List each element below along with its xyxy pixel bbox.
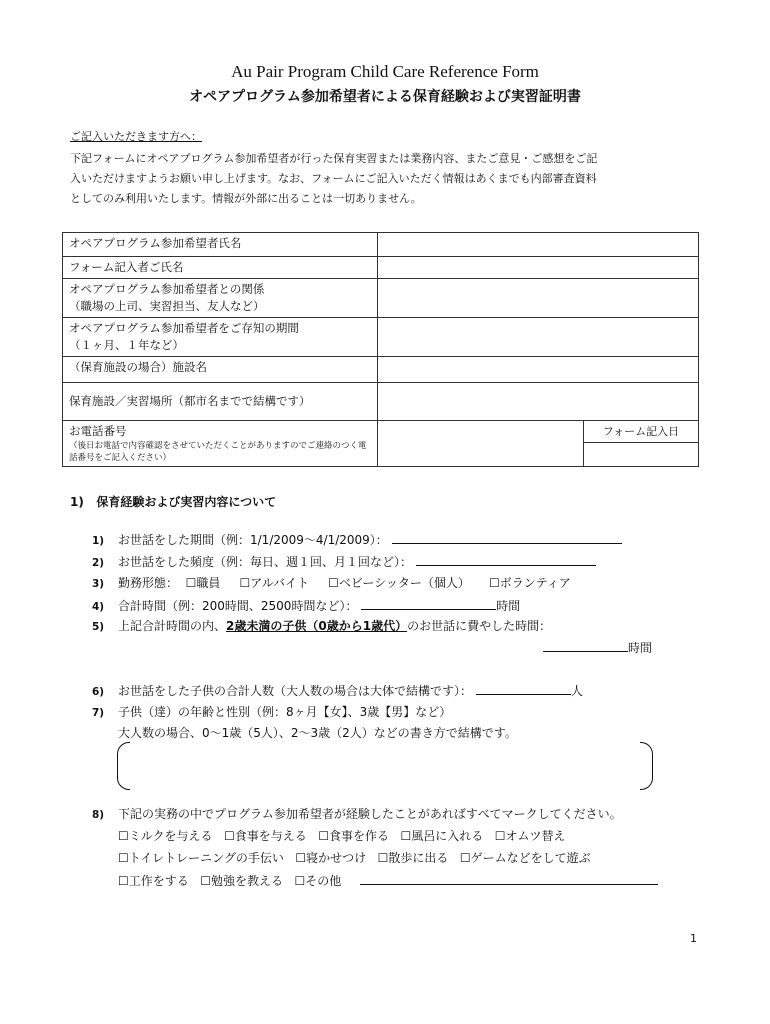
q6-answer-line[interactable] bbox=[476, 681, 571, 695]
q1-text: お世話をした期間（例：1/1/2009～4/1/2009）： bbox=[118, 533, 388, 547]
label-phone-note: （後日お電話で内容確認をさせていただくことがありますのでご連絡のつく電話番号をご記入ください） bbox=[69, 441, 367, 463]
q8-row-1 bbox=[118, 827, 565, 844]
q5-text-post: のお世話に費やした時間： bbox=[407, 619, 552, 633]
q3-text: 勤務形態： bbox=[118, 576, 179, 590]
relationship-field[interactable] bbox=[377, 279, 698, 318]
intro-line-2: 入いただけますようお願い申し上げます。なお、フォームにご記入いただく情報はあくまでも内部審査資料 bbox=[70, 172, 597, 185]
question-6 bbox=[92, 681, 583, 699]
question-5 bbox=[92, 617, 551, 634]
q3-option-parttime[interactable]: ☐ アルバイト bbox=[240, 576, 309, 590]
question-3 bbox=[92, 574, 571, 591]
question-7 bbox=[92, 703, 451, 720]
form-date-field[interactable] bbox=[584, 443, 698, 463]
q5-unit: 時間 bbox=[628, 641, 653, 655]
q8-option-walk[interactable]: ☐ 散歩に出る bbox=[378, 851, 449, 865]
label-relationship-line2: （職場の上司、実習担当、友人など） bbox=[69, 299, 265, 313]
intro-line-3: としてのみ利用いたします。情報が外部に出ることは一切ありません。 bbox=[70, 192, 422, 205]
q2-text: お世話をした頻度（例：毎日、週１回、月１回など）： bbox=[118, 555, 413, 569]
q5-text-pre: 上記合計時間の内、 bbox=[118, 619, 227, 633]
q8-option-feed[interactable]: ☐ 食事を与える bbox=[224, 829, 307, 843]
q5-answer-line[interactable] bbox=[543, 638, 628, 652]
q8-option-games[interactable]: ☐ ゲームなどをして遊ぶ bbox=[460, 851, 591, 865]
question-1 bbox=[92, 530, 622, 548]
label-phone bbox=[63, 421, 378, 467]
q3-number: 3) bbox=[92, 578, 105, 590]
q7-text: 子供（達）の年齢と性別（例：8ヶ月【女】、3歳【男】など） bbox=[118, 705, 452, 719]
section-1-number: 1) bbox=[70, 495, 84, 509]
facility-name-field[interactable] bbox=[377, 357, 698, 383]
q4-unit: 時間 bbox=[496, 599, 521, 613]
form-title-japanese: オペアプログラム参加希望者による保育経験および実習証明書 bbox=[189, 89, 581, 105]
section-1-title: 保育経験および実習内容について bbox=[96, 495, 277, 509]
intro-line-1: 下記フォームにオペアプログラム参加希望者が行った保育実習または業務内容、またご意見・ご感想をご記 bbox=[70, 152, 598, 165]
label-known-period-line1: オペアプログラム参加希望者をご存知の期間 bbox=[69, 321, 299, 335]
q8-row-2 bbox=[118, 849, 591, 866]
q2-answer-line[interactable] bbox=[416, 552, 596, 566]
label-writer-name: フォーム記入者ご氏名 bbox=[63, 257, 378, 279]
q8-option-tutoring[interactable]: ☐ 勉強を教える bbox=[200, 874, 283, 888]
known-period-field[interactable] bbox=[377, 318, 698, 357]
q8-number: 8) bbox=[92, 809, 105, 821]
q7-answer-area[interactable] bbox=[132, 745, 637, 785]
q5-number: 5) bbox=[92, 621, 105, 633]
label-known-period-line2: （１ヶ月、１年など） bbox=[69, 338, 184, 352]
q1-number: 1) bbox=[92, 535, 105, 547]
page-number: 1 bbox=[690, 932, 697, 945]
q2-number: 2) bbox=[92, 557, 105, 569]
facility-location-field[interactable] bbox=[377, 383, 698, 421]
q7-answer-bracket-left bbox=[117, 742, 130, 790]
q6-unit: 人 bbox=[570, 684, 583, 698]
applicant-info-table bbox=[62, 232, 699, 467]
q8-option-bedtime[interactable]: ☐ 寝かせつけ bbox=[295, 851, 366, 865]
q6-text: お世話をした子供の合計人数（大人数の場合は大体で結構です）： bbox=[118, 684, 473, 698]
q8-option-bath[interactable]: ☐ 風呂に入れる bbox=[400, 829, 483, 843]
q7-number: 7) bbox=[92, 707, 105, 719]
label-facility-name: （保育施設の場合）施設名 bbox=[63, 357, 378, 383]
q8-option-crafts[interactable]: ☐ 工作をする bbox=[118, 874, 189, 888]
q8-text: 下記の実務の中でプログラム参加希望者が経験したことがあればすべてマークしてください。 bbox=[118, 807, 622, 821]
q7-note: 大人数の場合、0～1歳（5人）、2～3歳（2人）などの書き方で結構です。 bbox=[118, 726, 517, 740]
q8-other-answer-line[interactable] bbox=[360, 871, 658, 885]
q4-text: 合計時間（例：200時間、2500時間など）： bbox=[118, 599, 358, 613]
writer-name-field[interactable] bbox=[377, 257, 698, 279]
section-1-heading bbox=[70, 493, 276, 510]
greeting: ご記入いただきます方へ： bbox=[70, 130, 202, 143]
q4-answer-line[interactable] bbox=[361, 596, 496, 610]
label-applicant-name: オペアプログラム参加希望者氏名 bbox=[63, 233, 378, 257]
applicant-name-field[interactable] bbox=[377, 233, 698, 257]
q5-answer bbox=[543, 638, 652, 656]
question-2 bbox=[92, 552, 596, 570]
q4-number: 4) bbox=[92, 601, 105, 613]
label-facility-location: 保育施設／実習場所（都市名までで結構です） bbox=[63, 383, 378, 421]
label-known-period bbox=[63, 318, 378, 357]
q3-option-staff[interactable]: ☐ 職員 bbox=[186, 576, 221, 590]
label-relationship-line1: オペアプログラム参加希望者との関係 bbox=[69, 282, 265, 296]
date-cell bbox=[583, 421, 698, 467]
question-8 bbox=[92, 805, 622, 822]
q8-option-other[interactable]: ☐ その他 bbox=[294, 874, 341, 888]
label-form-date: フォーム記入日 bbox=[584, 421, 698, 443]
q6-number: 6) bbox=[92, 686, 105, 698]
label-relationship bbox=[63, 279, 378, 318]
q8-row-3 bbox=[118, 871, 658, 889]
q3-option-babysitter[interactable]: ☐ ベビーシッター（個人） bbox=[328, 576, 470, 590]
q8-option-diaper[interactable]: ☐ オムツ替え bbox=[495, 829, 566, 843]
q5-emphasis: 2歳未満の子供（0歳から1歳代） bbox=[226, 619, 408, 633]
q7-answer-bracket-right bbox=[640, 742, 653, 790]
phone-field[interactable] bbox=[377, 421, 583, 467]
question-4 bbox=[92, 596, 520, 614]
q3-option-volunteer[interactable]: ☐ ボランティア bbox=[489, 576, 571, 590]
q8-option-milk[interactable]: ☐ ミルクを与える bbox=[118, 829, 213, 843]
form-title-english: Au Pair Program Child Care Reference Form bbox=[231, 62, 539, 81]
q1-answer-line[interactable] bbox=[392, 530, 622, 544]
label-phone-title: お電話番号 bbox=[69, 424, 127, 438]
q8-option-cook[interactable]: ☐ 食事を作る bbox=[318, 829, 389, 843]
q8-option-toilet-training[interactable]: ☐ トイレトレーニングの手伝い bbox=[118, 851, 284, 865]
